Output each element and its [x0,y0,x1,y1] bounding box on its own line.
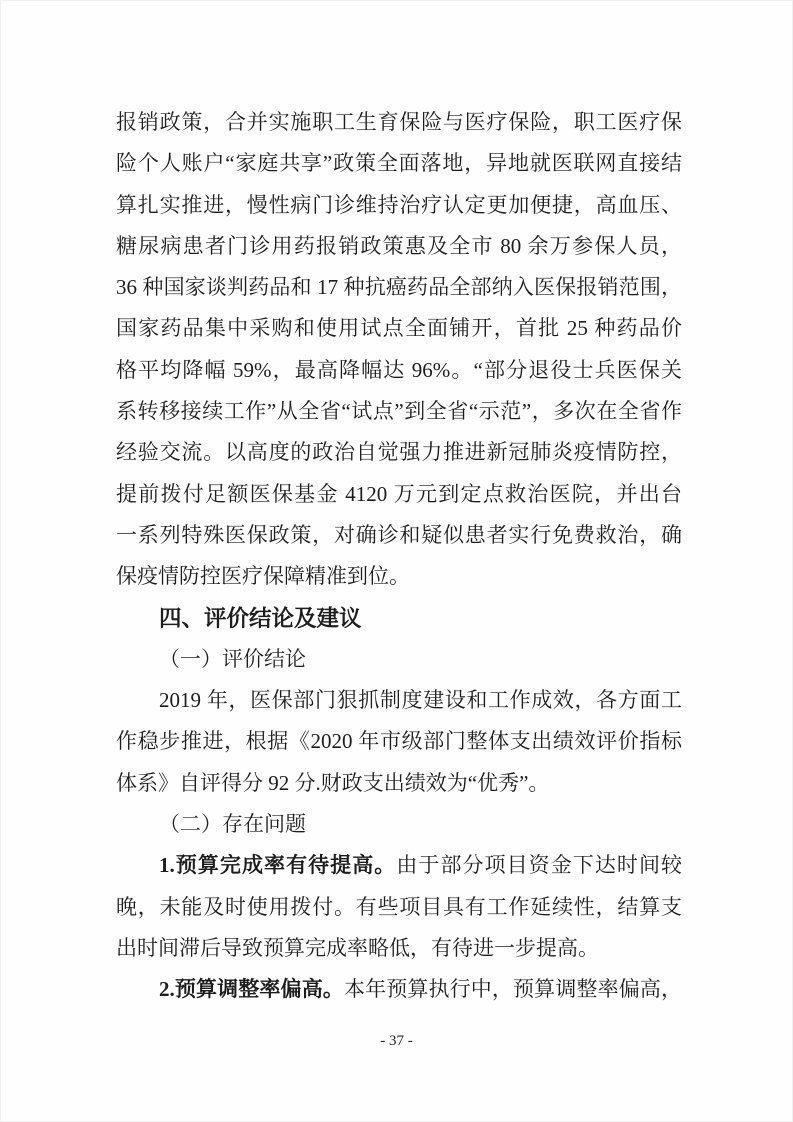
page-footer [1,1033,792,1050]
text-line [116,102,682,143]
body-text: 报销政策，合并实施职工生育保险与医疗保险，职工医疗保 [116,110,682,134]
text-line [116,556,682,597]
text-line [116,515,682,556]
body-text: 2019 年，医保部门狠抓制度建设和工作成效，各方面工 [159,688,682,713]
body-text: 体系》自评得分 92 分.财政支出绩效为“优秀”。 [116,770,550,795]
text-line [116,185,682,226]
text-line [116,143,682,184]
body-text: 算扎实推进，慢性病门诊维持治疗认定更加便捷，高血压、 [116,192,682,217]
body-text: 一系列特殊医保政策，对确诊和疑似患者实行免费救治，确 [116,522,682,547]
body-text: 系转移接续工作”从全省“试点”到全省“示范”，多次在全省作 [116,399,682,424]
bold-lead-text: 1.预算完成率有待提高。 [159,853,397,878]
text-line [116,226,682,267]
body-text: 四、评价结论及建议 [159,605,362,631]
text-line [116,969,682,1010]
text-line [116,845,682,886]
body-text: （二）存在问题 [159,812,306,837]
text-line [116,432,682,473]
body-text: 本年预算执行中，预算调整率偏高， [343,977,682,1002]
text-line [116,721,682,762]
body-text: 36 种国家谈判药品和 17 种抗癌药品全部纳入医保报销范围， [116,275,682,300]
text-line [116,350,682,391]
body-text: 格平均降幅 59%，最高降幅达 96%。“部分退役士兵医保关 [116,357,682,382]
sub-heading [116,639,682,680]
body-text: （一）评价结论 [159,646,306,671]
body-text: 作稳步推进，根据《2020 年市级部门整体支出绩效评价指标 [116,729,682,754]
text-line [116,680,682,721]
body-text: 经验交流。以高度的政治自觉强力推进新冠肺炎疫情防控， [116,440,682,465]
text-line [116,308,682,349]
document-content [116,102,682,1011]
bold-lead-text: 2.预算调整率偏高。 [159,977,344,1002]
text-line [116,928,682,969]
section-heading [116,598,682,639]
text-line [116,267,682,308]
text-line [116,763,682,804]
page-number: - 37 - [380,1033,413,1049]
body-text: 糖尿病患者门诊用药报销政策惠及全市 80 余万参保人员， [116,233,682,258]
text-line [116,887,682,928]
body-text: 由于部分项目资金下达时间较 [396,853,683,878]
body-text: 提前拨付足额医保基金 4120 万元到定点救治医院，并出台 [116,481,682,506]
body-text: 险个人账户“家庭共享”政策全面落地，异地就医联网直接结 [116,151,682,176]
sub-heading [116,804,682,845]
body-text: 国家药品集中采购和使用试点全面铺开，首批 25 种药品价 [116,316,682,341]
body-text: 出时间滞后导致预算完成率略低，有待进一步提高。 [116,935,599,960]
text-line [116,391,682,432]
text-line [116,474,682,515]
body-text: 晚，未能及时使用拨付。有些项目具有工作延续性，结算支 [116,894,682,919]
body-text: 保疫情防控医疗保障精准到位。 [116,564,410,589]
